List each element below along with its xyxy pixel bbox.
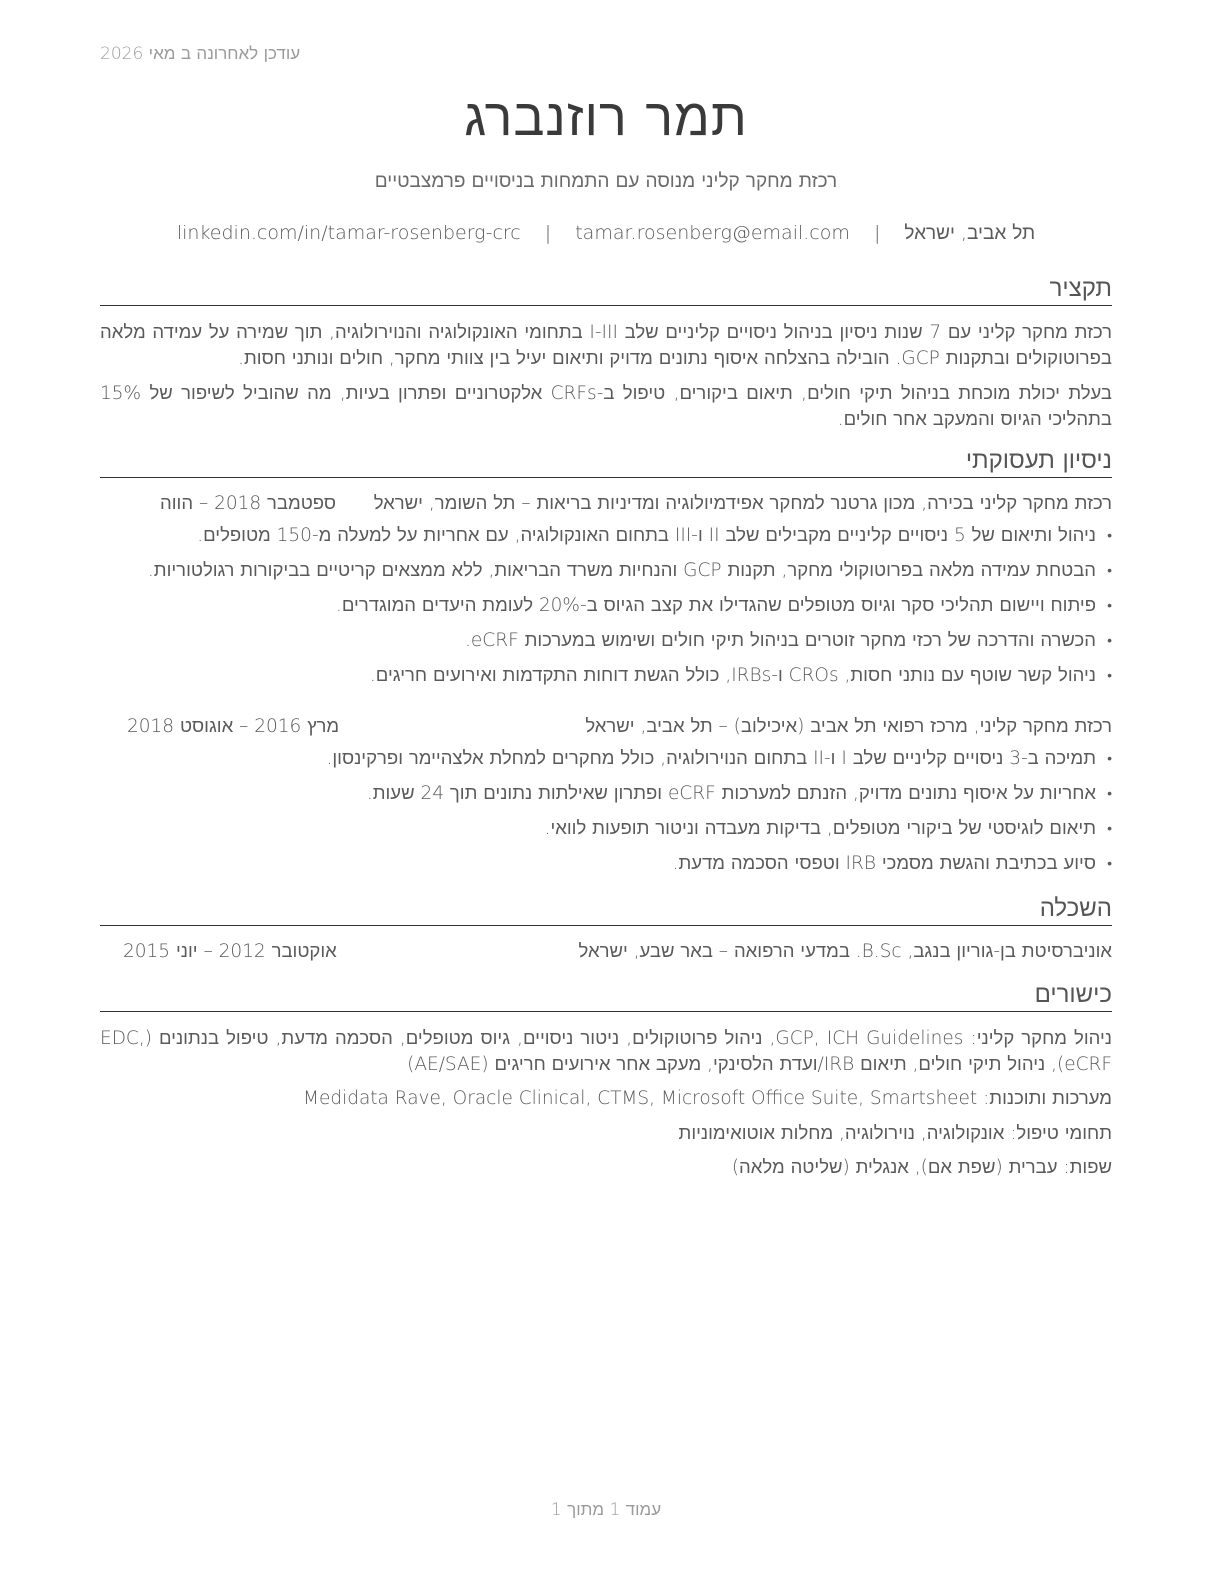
section-title-experience: ניסיון תעסוקתי — [100, 446, 1112, 478]
education-institution: אוניברסיטת בן-גוריון בנגב, B.Sc. במדעי הרפואה – באר שבע, ישראל — [578, 941, 1112, 962]
skill-item: מערכות ותוכנות: Medidata Rave, Oracle Clinical, CTMS, Microsoft Office Suite, Smartsheet — [303, 1088, 1112, 1109]
summary-paragraph: בעלת יכולת מוכחת בניהול תיקי חולים, תיאום ביקורים, טיפול ב-CRFs אלקטרוניים ופתרון בעיות, מה שהוביל לשיפור של 15% בתהליכי הגיוס והמעקב אחר חולים. — [100, 383, 1112, 430]
skill-item: שפות: עברית (שפת אם), אנגלית (שליטה מלאה) — [731, 1157, 1112, 1178]
list-item: • אחריות על איסוף נתונים מדויק, הזנתם למערכות eCRF ופתרון שאילתות נתונים תוך 24 שעות. — [100, 781, 1112, 816]
job-heading — [100, 715, 1112, 741]
list-item: • ניהול ותיאום של 5 ניסויים קליניים מקבילים שלב II ו-III בתחום האונקולוגיה, עם אחריות על למעלה מ-150 מטופלים. — [100, 523, 1112, 558]
list-item: • הבטחת עמידה מלאה בפרוטוקולי מחקר, תקנות GCP והנחיות משרד הבריאות, ללא ממצאים קריטיים בביקורות רגולטוריות. — [100, 558, 1112, 593]
list-item: • תמיכה ב-3 ניסויים קליניים שלב I ו-II בתחום הנוירולוגיה, כולל מחקרים למחלת אלצהיימר ופרקינסון. — [100, 746, 1112, 781]
job-bullet-list — [100, 523, 1112, 698]
section-title-summary: תקציר — [100, 274, 1112, 306]
contact-location: תל אביב, ישראל — [904, 222, 1036, 244]
contact-separator: | — [873, 222, 881, 244]
candidate-subtitle: רכזת מחקר קליני מנוסה עם התמחות בניסויים פרמצבטיים — [374, 170, 838, 192]
skill-item: ניהול מחקר קליני: GCP, ICH Guidelines, ניהול פרוטוקולים, ניטור ניסויים, גיוס מטופלים, הסכמה מדעת, טיפול בנתונים (EDC, eCRF), ניהול תיקי חולים, תיאום IRB/ועדת הלסינקי, מעקב אחר אירועים חריגים (AE/SAE) — [100, 1028, 1113, 1075]
list-item: • ניהול קשר שוטף עם נותני חסות, CROs ו-IRBs, כולל הגשת דוחות התקדמות ואירועים חריגים. — [100, 663, 1112, 698]
job-bullet-list — [100, 746, 1112, 886]
contact-separator: | — [544, 222, 552, 244]
job-title: רכזת מחקר קליני בכירה, מכון גרטנר למחקר אפידמיולוגיה ומדיניות בריאות – תל השומר, ישראל — [373, 493, 1112, 514]
skill-item: תחומי טיפול: אונקולוגיה, נוירולוגיה, מחלות אוטואימוניות — [678, 1123, 1112, 1144]
job-dates: מרץ 2016 – אוגוסט 2018 — [127, 716, 340, 737]
list-item: • סיוע בכתיבת והגשת מסמכי IRB וטפסי הסכמה מדעת. — [100, 851, 1112, 886]
job-title: רכזת מחקר קליני, מרכז רפואי תל אביב (איכילוב) – תל אביב, ישראל — [585, 716, 1112, 737]
resume-page — [100, 0, 1112, 1584]
contact-line — [100, 222, 1112, 245]
list-item: • פיתוח ויישום תהליכי סקר וגיוס מטופלים שהגדילו את קצב הגיוס ב-20% לעומת היעדים המוגדרים. — [100, 593, 1112, 628]
last-updated: עודכן לאחרונה ב מאי 2026 — [100, 44, 301, 64]
education-entry — [100, 940, 1112, 966]
page-number: עמוד 1 מתוך 1 — [550, 1500, 662, 1520]
section-title-education: השכלה — [100, 894, 1112, 926]
summary-paragraph: רכזת מחקר קליני עם 7 שנות ניסיון בניהול ניסויים קליניים שלב I-III בתחומי האונקולוגיה והנוירולוגיה, תוך שמירה על עמידה מלאה בפרוטוקולים ובתקנות GCP. הובילה בהצלחה איסוף נתונים מדויק ותיאום יעיל בין צוותי מחקר, חולים ונותני חסות. — [100, 322, 1113, 369]
list-item: • תיאום לוגיסטי של ביקורי מטופלים, בדיקות מעבדה וניטור תופעות לוואי. — [100, 816, 1112, 851]
education-dates: אוקטובר 2012 – יוני 2015 — [123, 941, 337, 962]
contact-email[interactable]: tamar.rosenberg@email.com — [575, 222, 850, 244]
list-item: • הכשרה והדרכה של רכזי מחקר זוטרים בניהול תיקי חולים ושימוש במערכות eCRF. — [100, 628, 1112, 663]
section-title-skills: כישורים — [100, 980, 1112, 1012]
job-heading — [100, 492, 1112, 518]
contact-linkedin[interactable]: linkedin.com/in/tamar-rosenberg-crc — [176, 222, 521, 244]
job-dates: ספטמבר 2018 – הווה — [160, 493, 337, 514]
candidate-name: תמר רוזנברג — [464, 88, 748, 148]
